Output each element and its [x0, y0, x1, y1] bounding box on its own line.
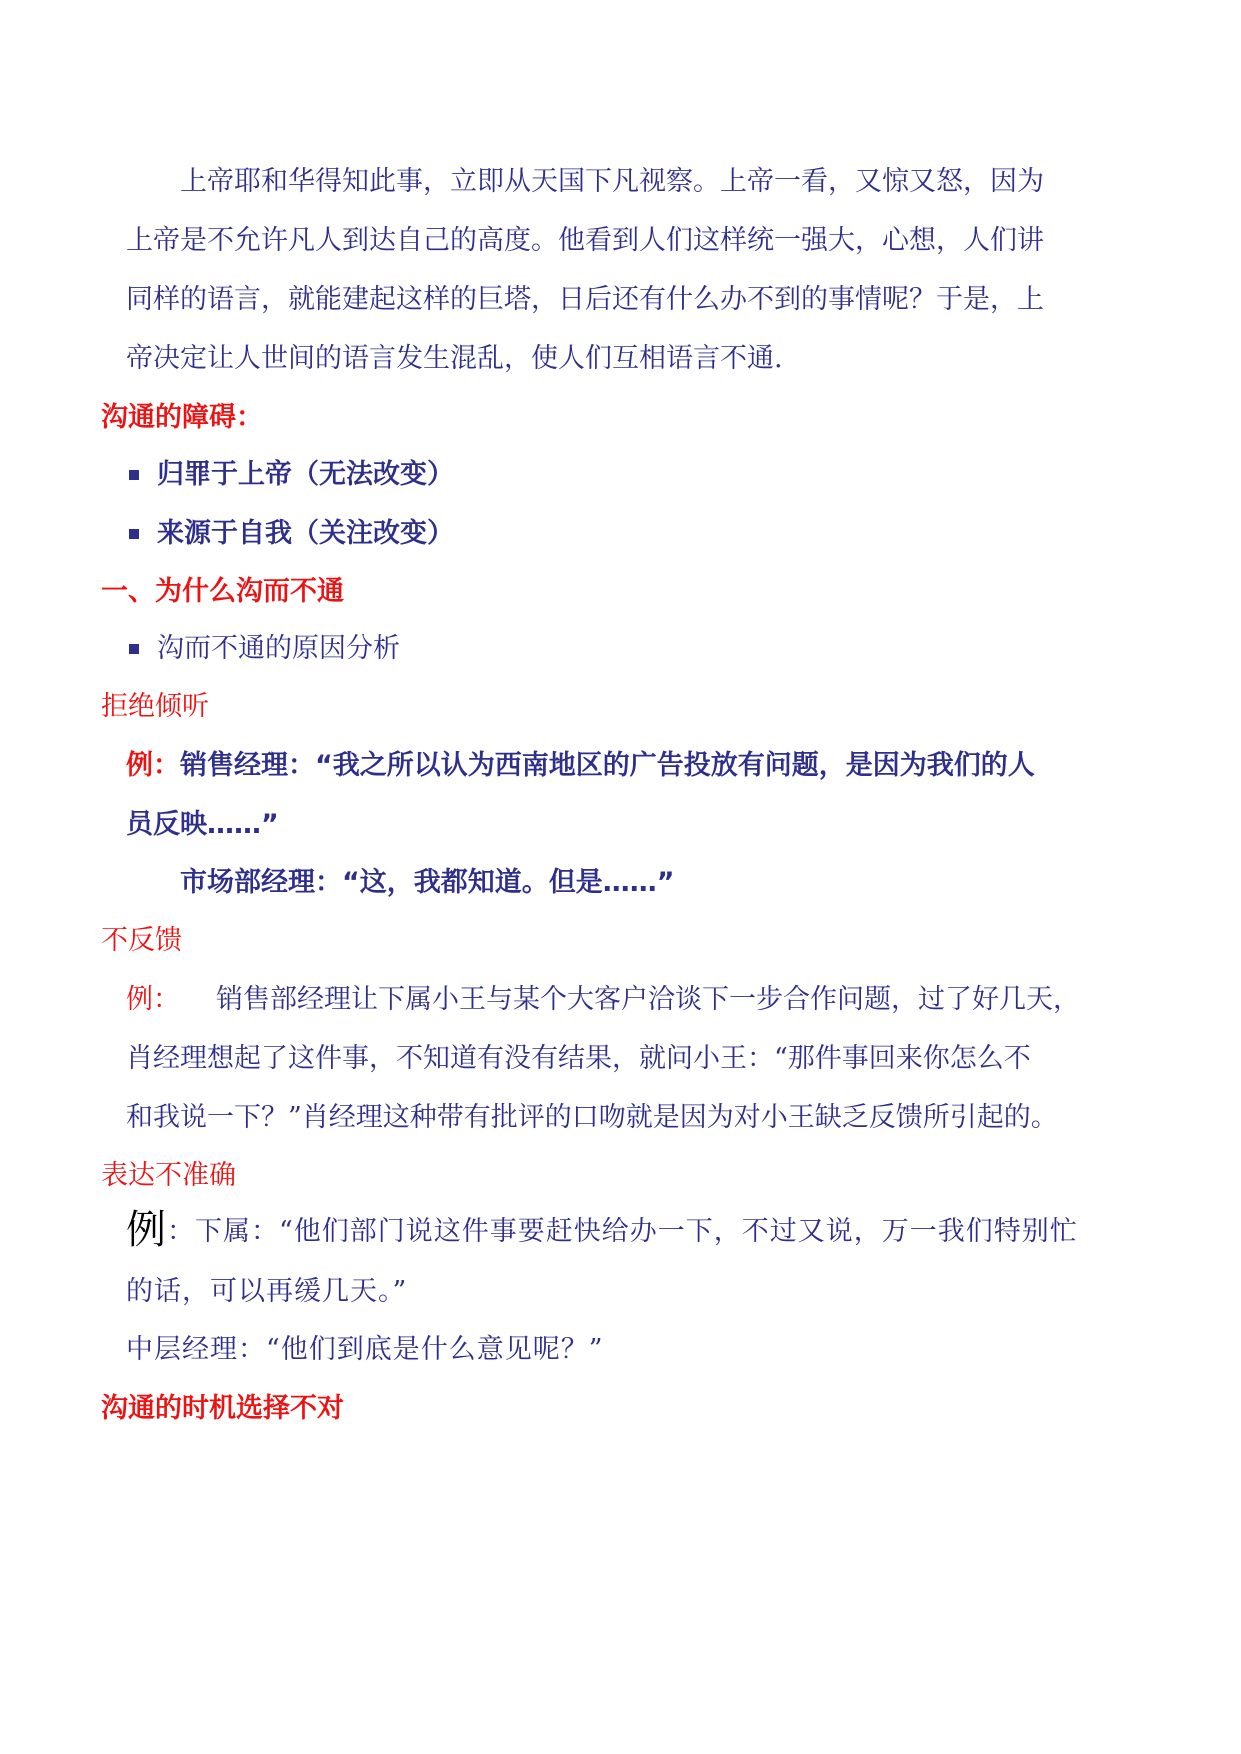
inaccurate-line-3: 中层经理：“他们到底是什么意见呢？” — [126, 1334, 604, 1365]
example-text: 销售部经理让下属小王与某个大客户洽谈下一步合作问题，过了好几天， — [216, 984, 1080, 1015]
refuse-listen-example-line-2: 员反映……” — [126, 809, 279, 840]
square-bullet-icon — [129, 644, 139, 654]
no-feedback-line-1 — [126, 983, 1080, 1017]
inaccurate-heading: 表达不准确 — [101, 1160, 236, 1191]
intro-line-1: 上帝耶和华得知此事，立即从天国下凡视察。上帝一看，又惊又怒，因为 — [180, 166, 1044, 197]
inaccurate-line-2: 的话，可以再缓几天。” — [126, 1276, 408, 1307]
intro-line-2: 上帝是不允许凡人到达自己的高度。他看到人们这样统一强大，心想，人们讲 — [126, 225, 1044, 256]
example-label: 例 — [126, 1207, 167, 1253]
timing-heading: 沟通的时机选择不对 — [101, 1393, 344, 1424]
no-feedback-heading: 不反馈 — [101, 925, 182, 956]
intro-line-4: 帝决定让人世间的语言发生混乱，使人们互相语言不通. — [126, 343, 783, 374]
example-colon: ： — [167, 1216, 195, 1247]
example-text: 销售经理：“我之所以认为西南地区的广告投放有问题，是因为我们的人 — [180, 750, 1035, 781]
section1-heading: 一、为什么沟而不通 — [101, 576, 344, 607]
intro-line-3: 同样的语言，就能建起这样的巨塔，日后还有什么办不到的事情呢？于是，上 — [126, 284, 1044, 315]
no-feedback-line-3: 和我说一下？”肖经理这种带有批评的口吻就是因为对小王缺乏反馈所引起的。 — [126, 1102, 1058, 1133]
section1-bullet: 沟而不通的原因分析 — [157, 633, 400, 664]
refuse-listen-reply: 市场部经理：“这，我都知道。但是……” — [180, 867, 675, 898]
barrier-item-2: 来源于自我（关注改变） — [157, 518, 454, 549]
example-text: 下属：“他们部门说这件事要赶快给办一下，不过又说，万一我们特别忙 — [195, 1216, 1078, 1247]
inaccurate-line-1 — [126, 1207, 1078, 1253]
refuse-listen-heading: 拒绝倾听 — [101, 691, 209, 722]
refuse-listen-example-line-1 — [126, 749, 1035, 783]
barriers-heading: 沟通的障碍： — [101, 402, 263, 433]
example-label: 例： — [126, 750, 180, 781]
square-bullet-icon — [129, 529, 139, 539]
barrier-item-1: 归罪于上帝（无法改变） — [157, 459, 454, 490]
no-feedback-line-2: 肖经理想起了这件事，不知道有没有结果，就问小王：“那件事回来你怎么不 — [126, 1043, 1031, 1074]
square-bullet-icon — [129, 470, 139, 480]
example-label: 例： — [126, 984, 180, 1015]
